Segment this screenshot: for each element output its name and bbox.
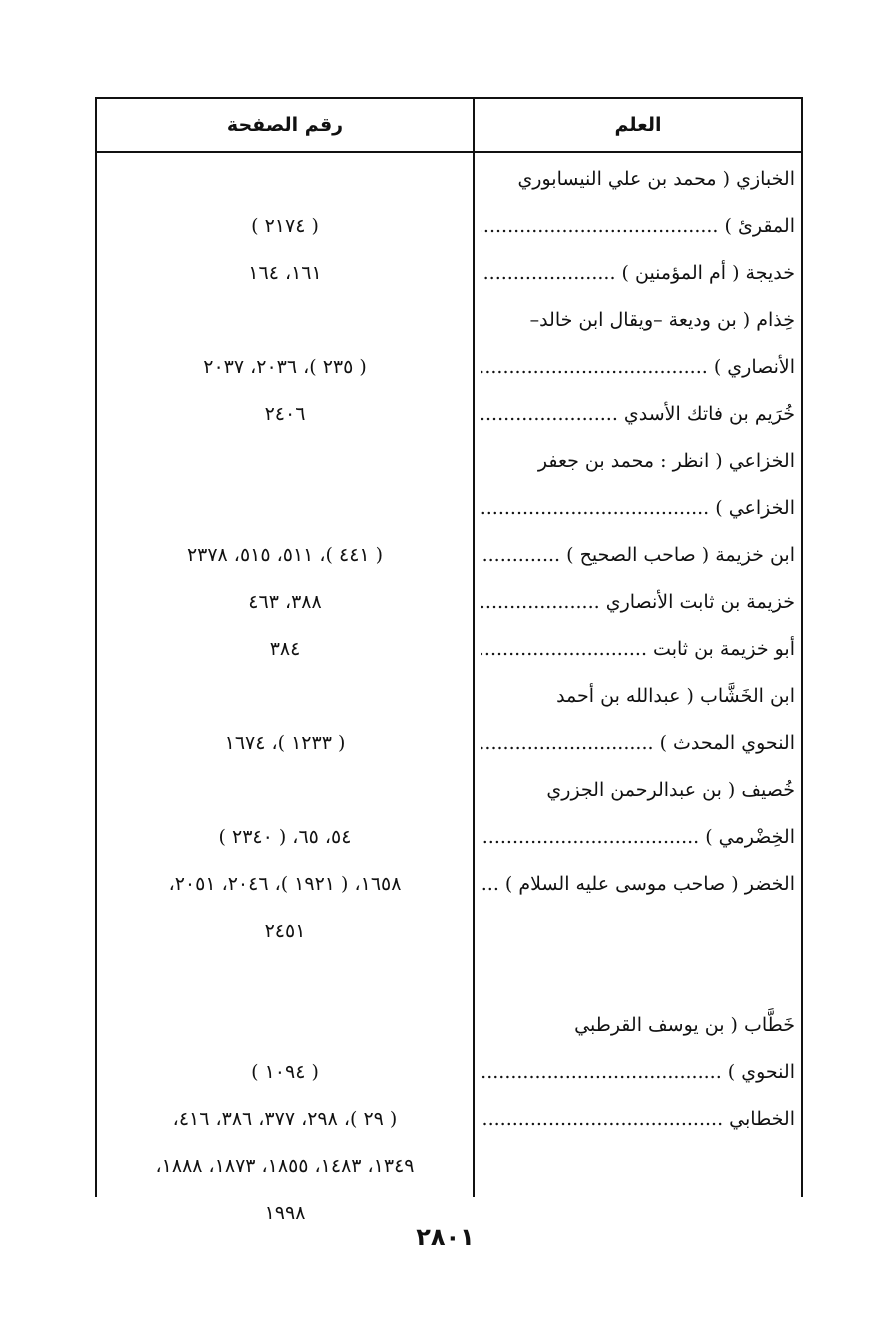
table-row xyxy=(97,438,801,485)
entry-name: خُصيف ( بن عبدالرحمن الجزري xyxy=(546,779,795,801)
entry-name: أبو خزيمة بن ثابت ..... xyxy=(481,626,795,673)
entry-name: خَطَّاب ( بن يوسف القرطبي xyxy=(574,1014,795,1036)
entry-name: الخضر ( صاحب موسى عليه السلام ) ..... xyxy=(481,861,795,908)
entry-pages: ( ١٠٩٤ ) xyxy=(251,1061,319,1083)
table-row xyxy=(97,861,801,908)
entry-name: خديجة ( أم المؤمنين ) ..... xyxy=(481,250,795,297)
entry-pages: ١٣٤٩، ١٤٨٣، ١٨٥٥، ١٨٧٣، ١٨٨٨، xyxy=(155,1155,415,1177)
entry-pages xyxy=(103,767,467,814)
header-page-column: رقم الصفحة xyxy=(226,114,344,136)
table-row xyxy=(97,203,801,250)
table-row xyxy=(97,908,801,955)
index-table xyxy=(95,97,803,1224)
table-body xyxy=(97,156,801,1237)
entry-pages xyxy=(103,156,467,203)
table-row xyxy=(97,532,801,579)
entry-pages: ١٩٩٨ xyxy=(264,1202,306,1224)
entry-pages: ١٦٥٨، ( ١٩٢١ )، ٢٠٤٦، ٢٠٥١، xyxy=(168,873,402,895)
page-number: ٢٨٠١ xyxy=(416,1223,475,1251)
table-row xyxy=(97,1096,801,1143)
entry-pages: ٢٤٠٦ xyxy=(264,403,306,425)
entry-name: خُرَيم بن فاتك الأسدي ..... xyxy=(481,391,795,438)
table-row xyxy=(97,673,801,720)
entry-pages xyxy=(103,673,467,720)
entry-name: الخزاعي ) ..... xyxy=(481,485,795,532)
entry-name: الأنصاري ) ..... xyxy=(481,344,795,391)
entry-pages: ( ٢١٧٤ ) xyxy=(251,215,319,237)
entry-pages xyxy=(103,297,467,344)
entry-pages xyxy=(103,485,467,532)
entry-pages: ١٦١، ١٦٤ xyxy=(248,262,322,284)
table-row xyxy=(97,485,801,532)
table-row xyxy=(97,955,801,1002)
entry-pages xyxy=(103,955,467,1002)
entry-pages: ( ٢٩ )، ٢٩٨، ٣٧٧، ٣٨٦، ٤١٦، xyxy=(172,1108,398,1130)
table-row xyxy=(97,1002,801,1049)
entry-pages: ( ١٢٣٣ )، ١٦٧٤ xyxy=(224,732,346,754)
entry-pages xyxy=(103,438,467,485)
entry-name: خزيمة بن ثابت الأنصاري ..... xyxy=(481,579,795,626)
table-row xyxy=(97,391,801,438)
entry-name: الخزاعي ( انظر : محمد بن جعفر xyxy=(537,450,795,472)
table-row xyxy=(97,579,801,626)
table-row xyxy=(97,1143,801,1190)
entry-pages: ٥٤، ٦٥، ( ٢٣٤٠ ) xyxy=(218,826,352,848)
entry-name: المقرئ ) ..... xyxy=(481,203,795,250)
entry-name: ابن خزيمة ( صاحب الصحيح ) ..... xyxy=(481,532,795,579)
table-row xyxy=(97,720,801,767)
table-row xyxy=(97,814,801,861)
entry-pages: ٣٨٨، ٤٦٣ xyxy=(248,591,322,613)
entry-name xyxy=(481,908,795,955)
entry-name: خِذام ( بن وديعة –ويقال ابن خالد– xyxy=(529,309,795,331)
table-row xyxy=(97,250,801,297)
entry-name: الخبازي ( محمد بن علي النيسابوري xyxy=(517,168,795,190)
entry-name: الخطابي ..... xyxy=(481,1096,795,1143)
entry-name: ابن الخَشَّاب ( عبدالله بن أحمد xyxy=(556,685,795,707)
entry-name: الخِضْرمي ) ..... xyxy=(481,814,795,861)
entry-name xyxy=(481,955,795,1002)
table-row xyxy=(97,297,801,344)
table-row xyxy=(97,156,801,203)
entry-pages: ٢٤٥١ xyxy=(264,920,306,942)
entry-name xyxy=(481,1143,795,1190)
entry-pages: ٣٨٤ xyxy=(269,638,301,660)
entry-pages xyxy=(103,1002,467,1049)
entry-name: النحوي المحدث ) ..... xyxy=(481,720,795,767)
header-name-column: العلم xyxy=(614,114,662,136)
table-row xyxy=(97,767,801,814)
entry-pages: ( ٤٤١ )، ٥١١، ٥١٥، ٢٣٧٨ xyxy=(186,544,384,566)
entry-pages: ( ٢٣٥ )، ٢٠٣٦، ٢٠٣٧ xyxy=(203,356,367,378)
table-row xyxy=(97,344,801,391)
table-header xyxy=(97,99,801,153)
table-row xyxy=(97,626,801,673)
table-row xyxy=(97,1049,801,1096)
entry-name: النحوي ) ..... xyxy=(481,1049,795,1096)
